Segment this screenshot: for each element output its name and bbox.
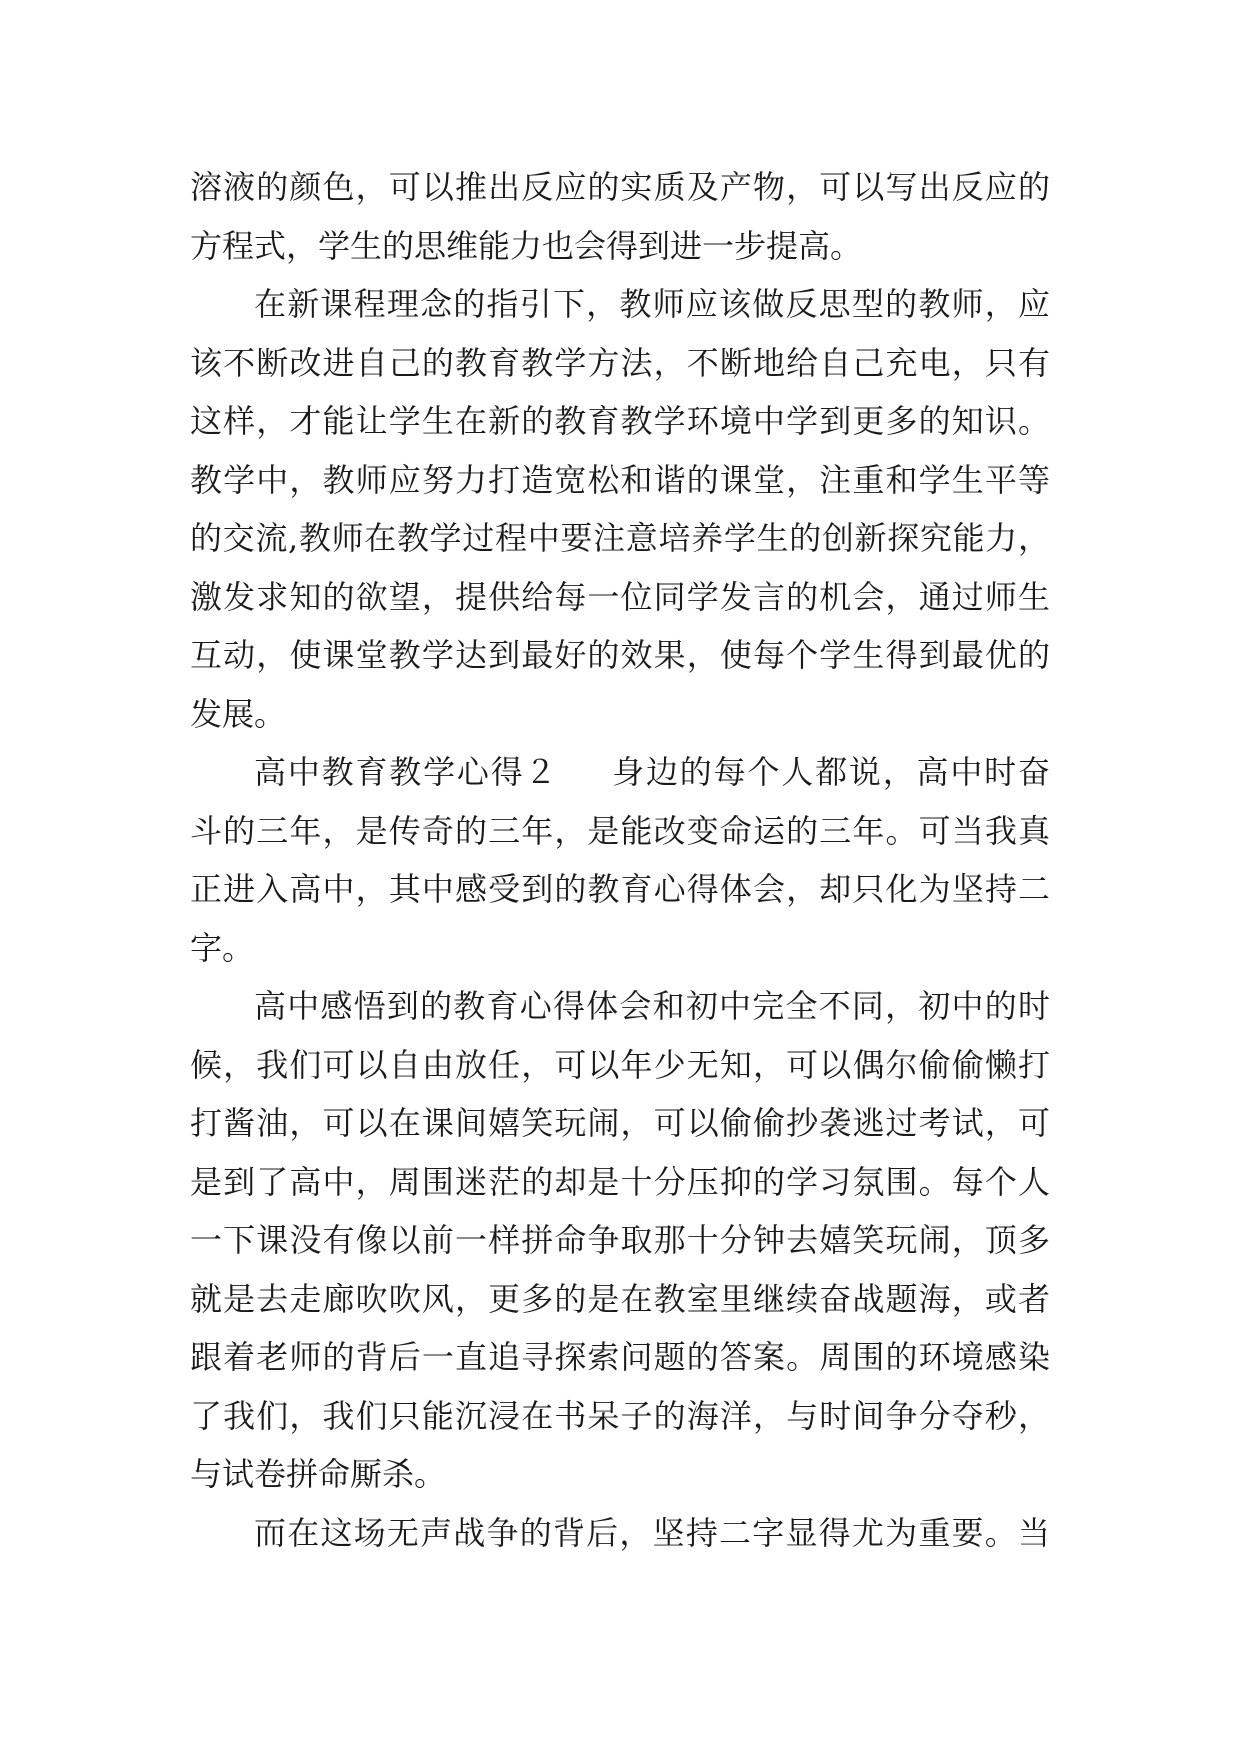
body-text [190,158,1050,1562]
paragraph-3 [190,743,1050,977]
paragraph-5 [190,1504,1050,1563]
text-line: 在新课程理念的指引下，教师应该做反思型的教师，应 [254,285,1050,323]
text-line: 字。 [190,928,255,967]
text-line: 候，我们可以自由放任，可以年少无知，可以偶尔偷偷懒打 [190,1045,1050,1084]
text-line: 溶液的颜色，可以推出反应的实质及产物，可以写出反应的 [190,168,1050,206]
paragraph-2 [190,275,1050,743]
text-line: 的交流,教师在教学过程中要注意培养学生的创新探究能力， [190,519,1050,557]
text-line: 斗的三年，是传奇的三年，是能改变命运的三年。可当我真 [190,811,1050,850]
section-heading-line [190,743,1050,802]
text-line: 与试卷拼命厮杀。 [190,1455,447,1493]
text-line: 跟着老师的背后一直追寻探索问题的答案。周围的环境感染 [190,1338,1050,1376]
text-line: 高中感悟到的教育心得体会和初中完全不同，初中的时 [254,987,1050,1025]
text-line: 是到了高中，周围迷茫的却是十分压抑的学习氛围。每个人 [190,1162,1050,1201]
text-line: 一下课没有像以前一样拼命争取那十分钟去嬉笑玩闹，顶多 [190,1221,1050,1259]
section-heading: 高中教育教学心得２ [254,753,559,791]
text-line: 发展。 [190,694,287,733]
text-line: 方程式，学生的思维能力也会得到进一步提高。 [190,226,863,265]
text-line-rest: 身边的每个人都说，高中时奋 [610,753,1050,791]
text-line: 互动，使课堂教学达到最好的效果，使每个学生得到最优的 [190,636,1050,674]
paragraph-1 [190,158,1050,275]
text-line: 该不断改进自己的教育教学方法，不断地给自己充电，只有 [190,343,1050,382]
text-line: 就是去走廊吹吹风，更多的是在教室里继续奋战题海，或者 [190,1279,1050,1318]
text-line: 正进入高中，其中感受到的教育心得体会，却只化为坚持二 [190,870,1050,908]
text-line: 而在这场无声战争的背后，坚持二字显得尤为重要。当 [254,1513,1050,1552]
text-line: 打酱油，可以在课间嬉笑玩闹，可以偷偷抄袭逃过考试，可 [190,1104,1050,1142]
text-line: 这样，才能让学生在新的教育教学环境中学到更多的知识。 [190,402,1050,440]
text-line: 教学中，教师应努力打造宽松和谐的课堂，注重和学生平等 [190,460,1050,499]
paragraph-4 [190,977,1050,1504]
text-line: 了我们，我们只能沉浸在书呆子的海洋，与时间争分夺秒， [190,1396,1050,1435]
text-line: 激发求知的欲望，提供给每一位同学发言的机会，通过师生 [190,577,1050,616]
